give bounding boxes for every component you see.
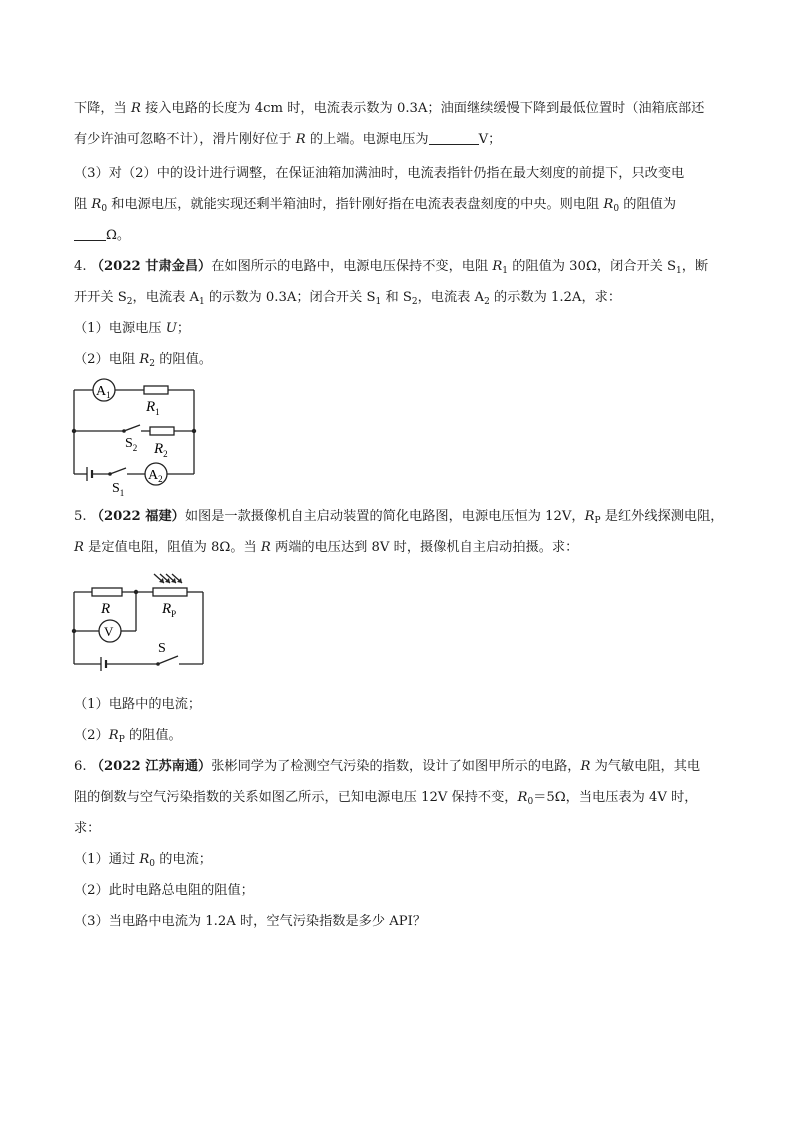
ammeter-a2-label: $A_2$ xyxy=(148,468,163,484)
q3-line-3: （3）对（2）中的设计进行调整，在保证油箱加满油时，电流表指针仍指在最大刻度的前提下，只改变电 xyxy=(74,166,685,181)
ammeter-a1-label: $A_1$ xyxy=(96,384,111,400)
q4-line-1: 4. （2022 甘肃金昌）在如图所示的电路中，电源电压保持不变，电阻 $R_1$ 的阻值为 30Ω，闭合开关 $S_1$，断 xyxy=(74,259,709,276)
q5-line-2: R 是定值电阻，阻值为 8Ω。当 R 两端的电压达到 8V 时，摄像机自主启动拍摄。求： xyxy=(74,540,579,555)
q4-circuit-diagram xyxy=(68,378,203,498)
resistor-r-label: R xyxy=(101,601,111,617)
q3-line-5: Ω。 xyxy=(74,227,130,245)
switch-s2-label: $S_2$ xyxy=(125,436,138,453)
q6-part-2: （2）此时电路总电阻的阻值； xyxy=(74,883,254,898)
q6-line-3: 求： xyxy=(74,821,101,836)
q6-line-2: 阻的倒数与空气污染指数的关系如图乙所示，已知电源电压 12V 保持不变，$R_0=5\Omega$，当电压表为 4V 时， xyxy=(74,790,698,807)
answer-blank[interactable] xyxy=(429,131,479,145)
resistor-r1-label: $R_1$ xyxy=(146,399,160,417)
q3-line-4: 阻 $R_0$ 和电源电压，就能实现还剩半箱油时，指针刚好指在电流表表盘刻度的中央。则电阻 $R_0$ 的阻值为 xyxy=(74,197,677,214)
q3-line-2: 有少许油可忽略不计），滑片刚好位于 R 的上端。电源电压为 V； xyxy=(74,132,502,147)
resistor-r2-label: $R_2$ xyxy=(154,441,168,459)
q6-line-1: 6. （2022 江苏南通）张彬同学为了检测空气污染的指数，设计了如图甲所示的电路，R 为气敏电阻，其电 xyxy=(74,759,701,774)
q6-part-3: （3）当电路中电流为 1.2A 时，空气污染指数是多少 API？ xyxy=(74,914,427,929)
resistor-rp-label: $R_P$ xyxy=(162,601,177,619)
q3-line-1: 下降，当 R 接入电路的长度为 4cm 时，电流表示数为 0.3A；油面继续缓慢下降到最低位置时（油箱底部还 xyxy=(74,101,705,116)
answer-blank[interactable] xyxy=(74,227,106,241)
q5-part-1: （1）电路中的电流； xyxy=(74,697,202,712)
switch-s-label: S xyxy=(158,641,166,656)
q4-part-1: （1）电源电压 U； xyxy=(74,321,191,336)
q4-line-2: 开开关 $S_2$，电流表 $A_1$ 的示数为 0.3A；闭合开关 $S_1$ 和 $S_2$，电流表 $A_2$ 的示数为 1.2A，求： xyxy=(74,290,622,307)
q4-part-2: （2）电阻 $R_2$ 的阻值。 xyxy=(74,352,212,369)
switch-s1-label: $S_1$ xyxy=(112,481,125,498)
q6-part-1: （1）通过 $R_0$ 的电流； xyxy=(74,852,212,869)
q5-line-1: 5. （2022 福建）如图是一款摄像机自主启动装置的简化电路图，电源电压恒为 12V，$R_P$ 是红外线探测电阻， xyxy=(74,509,724,526)
voltmeter-label: V xyxy=(104,624,114,639)
q5-circuit-diagram xyxy=(68,572,208,672)
q5-part-2: $(2)R_P$ 的阻值。 xyxy=(74,728,182,745)
